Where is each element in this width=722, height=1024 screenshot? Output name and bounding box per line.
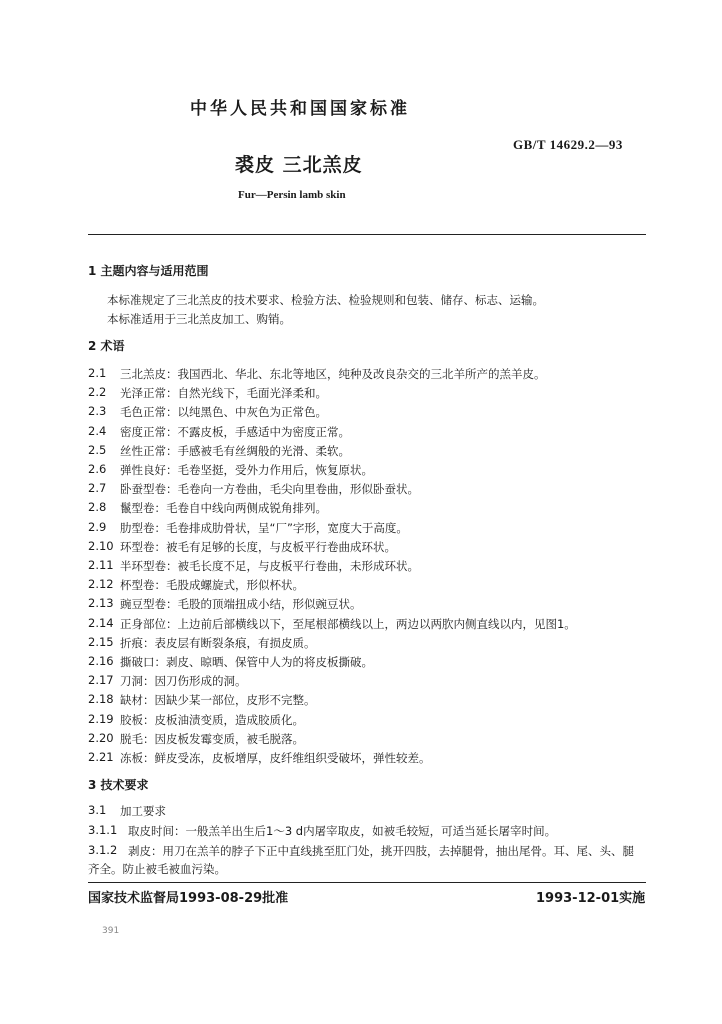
term-definition: 冻板：鲜皮受冻，皮板增厚，皮纤维组织受破坏，弹性较差。 — [120, 751, 431, 765]
term-number: 2.20 — [88, 731, 114, 745]
org-title: 中华人民共和国国家标准 — [190, 99, 410, 119]
term-number: 2.16 — [88, 654, 114, 668]
term-number: 2.17 — [88, 673, 114, 687]
term-definition: 胶板：皮板油渍变质，造成胶质化。 — [120, 713, 304, 727]
section-3-heading: 3 技术要求 — [88, 778, 149, 792]
clause-3-1-number: 3.1 — [88, 803, 107, 817]
term-number: 2.7 — [88, 481, 107, 495]
document-title-english: Fur—Persin lamb skin — [238, 189, 346, 201]
section-1-paragraph-1: 本标准规定了三北羔皮的技术要求、检验方法、检验规则和包装、储存、标志、运输。 — [107, 293, 544, 307]
term-number: 2.10 — [88, 539, 114, 553]
term-number: 2.14 — [88, 616, 114, 630]
term-definition: 肋型卷：毛卷排成肋骨状，呈“厂”字形，宽度大于高度。 — [120, 521, 408, 535]
document-title: 裘皮 三北羔皮 — [235, 154, 363, 176]
term-definition: 半环型卷：被毛长度不足，与皮板平行卷曲，未形成环状。 — [120, 559, 419, 573]
section-1-paragraph-2: 本标准适用于三北羔皮加工、购销。 — [107, 312, 291, 326]
term-number: 2.18 — [88, 692, 114, 706]
section-1-heading: 1 主题内容与适用范围 — [88, 264, 209, 278]
term-definition: 脱毛：因皮板发霉变质，被毛脱落。 — [120, 732, 304, 746]
implementation-date: 1993-12-01实施 — [536, 891, 646, 906]
term-number: 2.8 — [88, 500, 107, 514]
term-definition: 环型卷：被毛有足够的长度，与皮板平行卷曲成环状。 — [120, 540, 396, 554]
term-definition: 折痕：表皮层有断裂条痕，有损皮质。 — [120, 636, 316, 650]
term-number: 2.1 — [88, 366, 107, 380]
approval-note: 国家技术监督局1993-08-29批准 — [88, 891, 289, 906]
term-definition: 豌豆型卷：毛股的顶端扭成小结，形似豌豆状。 — [120, 597, 362, 611]
clause-3-1-text: 加工要求 — [120, 804, 166, 818]
term-definition: 正身部位：上边前后部横线以下，至尾根部横线以上，两边以两肷内侧直线以内，见图1。 — [120, 617, 576, 631]
header-divider — [88, 234, 646, 235]
term-number: 2.6 — [88, 462, 107, 476]
term-definition: 缺材：因缺少某一部位，皮形不完整。 — [120, 693, 316, 707]
term-number: 2.9 — [88, 520, 107, 534]
term-definition: 密度正常：不露皮板，手感适中为密度正常。 — [120, 425, 350, 439]
term-number: 2.13 — [88, 596, 114, 610]
term-number: 2.4 — [88, 424, 107, 438]
page-number: 391 — [102, 926, 120, 936]
term-number: 2.3 — [88, 404, 107, 418]
term-definition: 弹性良好：毛卷坚挺，受外力作用后，恢复原状。 — [120, 463, 373, 477]
term-number: 2.11 — [88, 558, 114, 572]
term-number: 2.5 — [88, 443, 107, 457]
term-number: 2.12 — [88, 577, 114, 591]
term-definition: 丝性正常：手感被毛有丝绸般的光滑、柔软。 — [120, 444, 350, 458]
clause-3-1-2-text-line-1: 剥皮：用刀在羔羊的脖子下正中直线挑至肛门处，挑开四肢，去掉腿骨，抽出尾骨。耳、尾、头、腿 — [128, 844, 634, 858]
term-definition: 毛色正常：以纯黑色、中灰色为正常色。 — [120, 405, 327, 419]
term-definition: 光泽正常：自然光线下，毛面光泽柔和。 — [120, 386, 327, 400]
clause-3-1-2-number: 3.1.2 — [88, 843, 118, 857]
term-definition: 卧蚕型卷：毛卷向一方卷曲，毛尖向里卷曲，形似卧蚕状。 — [120, 482, 419, 496]
term-definition: 三北羔皮：我国西北、华北、东北等地区，纯种及改良杂交的三北羊所产的羔羊皮。 — [120, 367, 546, 381]
clause-3-1-2-text-line-2: 齐全。防止被毛被血污染。 — [88, 862, 226, 876]
section-2-heading: 2 术语 — [88, 339, 125, 353]
footer-divider — [88, 882, 646, 883]
term-definition: 撕破口：剥皮、晾晒、保管中人为的将皮板撕破。 — [120, 655, 373, 669]
standard-code: GB/T 14629.2—93 — [513, 137, 623, 152]
term-number: 2.2 — [88, 385, 107, 399]
term-number: 2.19 — [88, 712, 114, 726]
term-number: 2.15 — [88, 635, 114, 649]
clause-3-1-1-text: 取皮时间：一般羔羊出生后1～3 d内屠宰取皮，如被毛较短，可适当延长屠宰时间。 — [128, 824, 557, 838]
term-definition: 杯型卷：毛股成螺旋式，形似杯状。 — [120, 578, 304, 592]
term-definition: 刀洞：因刀伤形成的洞。 — [120, 674, 247, 688]
clause-3-1-1-number: 3.1.1 — [88, 823, 118, 837]
term-number: 2.21 — [88, 750, 114, 764]
term-definition: 鬣型卷：毛卷自中线向两侧成锐角排列。 — [120, 501, 327, 515]
